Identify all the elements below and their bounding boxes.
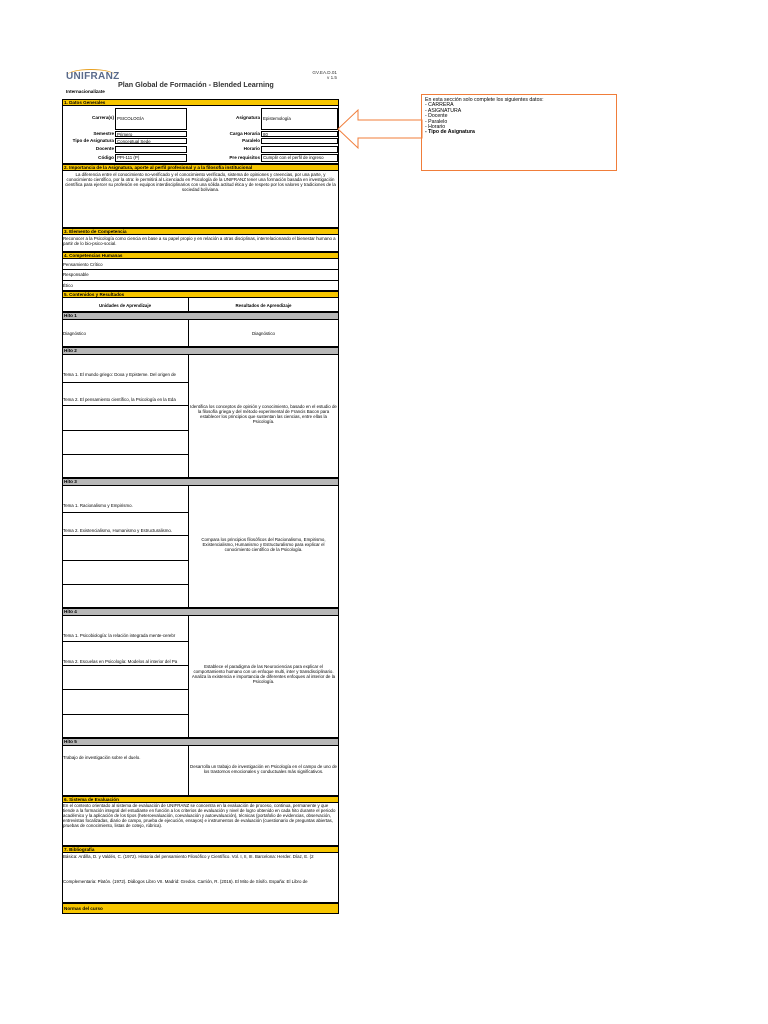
codigo-field[interactable]: PPI-111 (P) [115,154,187,162]
importancia-text: La diferencia entre el conocimiento no-verificado y el conocimiento verificado, sistema de opiniones y creencias, por una parte, y conocimiento científico, por la otra: le permitirá al Licenciado en Psicología de la UNIFRANZ tener una formación basada en investigación científica para ejercer su profesión en equipos interdisciplinarios con una sólida actitud ética y de respeto por los valores y tradiciones de la sociedad boliviana. [65,172,336,192]
carga-horaria-field[interactable]: 80 [261,131,338,137]
hito-2-tema-1: Tema 1. El mundo griego: Doxa y Episteme. Del origen de [63,372,176,377]
docente-label: Docente [95,146,114,151]
divider [62,280,339,281]
instruction-note [421,94,617,171]
hito-5-tema-1: Trabajo de investigación sobre el duelo. [63,755,141,760]
divider [62,689,188,690]
section-5-header: 5. Contenidos y Resultados [62,291,339,298]
hito-1-unit: Diagnóstico [63,331,86,336]
divider [188,746,189,796]
prerequisitos-label: Pre requisitos [229,155,260,160]
logo-text: UNIFRANZ [66,71,120,82]
doc-version: v 1.5 [327,75,337,81]
note-item-paralelo: - Paralelo [425,118,448,125]
tipo-asignatura-label: Tipo de Asignatura [72,138,114,143]
hito-1-header: Hito 1 [62,312,339,320]
divider [62,454,188,455]
asignatura-field[interactable]: Epistemología [261,108,338,130]
note-item-asignatura: - ASIGNATURA [425,107,462,114]
evaluacion-text: En el contexto orientado al sistema de evaluación de UNIFRANZ se concentra en la evaluación de proceso, continua, permanente y que tiende a la formación integral del estudiante en función a los criterios de evaluación y nivel de logro obtenido en cada hito durante el periodo académico y la aplicación de los tipos (heteroevaluación, coevaluación y autoevaluación), técnicas (portafolio de evidencias, observación, entrevistas focalizadas, diario de campo, prueba de ejecución, ensayos) e instrumentos de evaluación (cuestionario de preguntas abiertas, pruebas de conocimiento, listas de cotejo, rúbrica). [63,803,336,828]
note-intro: En esta sección solo complete los siguientes datos: [425,97,544,103]
section-4-header: 4. Competencias Humanas [62,252,339,259]
divider [62,641,188,642]
carrera-label: Carrera(s) [92,115,114,120]
unifranz-logo [64,69,120,95]
normas-header: Normas del curso [62,903,339,914]
divider [62,535,188,536]
hito-2-tema-2: Tema 2. El pensamiento científico, la Psicología en la Eda [63,397,176,402]
bibliografia-complementaria: Complementaria: Platón. (1972). Diálogos Libro VII. Madrid: Gredos. Carrión, R. (2016). El Mito de Sísifo. España: El Libro de [63,879,308,884]
hito-1-result: Diagnóstico [252,331,275,336]
docente-field[interactable] [115,146,187,153]
note-item-tipo: - Tipo de Asignatura [425,129,475,136]
divider [62,584,188,585]
section-7-body [62,853,339,903]
divider [62,665,188,666]
carrera-field[interactable]: PSICOLOGÍA [115,108,187,130]
hito-4-result: Establece el paradigma de las Neurociencias para explicar el comportamiento humano con un enfoque multi, inter y transdisciplinario. Analiza la existencia e importancia de diferentes enfoques al interior de la Psicología. [191,664,336,684]
hito-3-header: Hito 3 [62,478,339,486]
divider [62,405,188,406]
note-item-horario: - Horario [425,124,446,131]
results-column-title: Resultados de Aprendizaje [235,303,292,308]
paralelo-field[interactable] [261,138,338,144]
divider [62,430,188,431]
divider [62,560,188,561]
divider [188,298,189,312]
horario-field[interactable] [261,146,338,153]
horario-label: Horario [243,146,260,151]
divider [188,355,189,478]
hito-4-tema-1: Tema 1. Psicobiología: la relación integrada mente-cerebr [63,633,176,638]
semestre-field[interactable]: Primero [115,131,187,137]
hito-4-tema-2: Tema 2. Escuelas en Psicología: Modelos al interior del Pa [63,659,178,664]
section-2-header: 2. Importancia de la Asignatura, aporte al perfil profesional y a la filosofía institucional [62,164,339,171]
carga-horaria-label: Carga Horaria [229,131,260,136]
hito-2-header: Hito 2 [62,347,339,355]
hito-3-result: Compara los principios filosóficos del Racionalismo, Empirismo, Existencialismo, Humanismo y Estructuralismo para explicar el conocimiento científico de la Psicología. [201,537,326,552]
section-6-header: 6. Sistema de Evaluación [62,796,339,803]
bibliografia-basica: Básica: Ardilla, D. y Valdés, C. (1972). Historia del pensamiento Filosófico y Científico. Vol. I, II, III. Barcelona: Herder. Díaz, E. (2 [63,854,314,859]
section-3-header: 3. Elemento de Competencia [62,228,339,235]
hito-5-result: Desarrolla un trabajo de investigación en Psicología en el campo de uno de los trastornos emocionales y conductuales más significativos. [190,764,337,774]
asignatura-label: Asignatura [236,115,260,120]
paralelo-label: Paralelo [242,138,260,143]
hito-5-header: Hito 5 [62,738,339,746]
logo-subtitle: Internacionalízate [66,89,105,94]
units-column-title: Unidades de Aprendizaje [98,303,152,308]
hito-3-tema-2: Tema 2. Existencialismo, Humanismo y Estructuralismo. [63,528,173,533]
tipo-asignatura-field[interactable]: Conceptual Sede [115,138,187,144]
hito-4-header: Hito 4 [62,608,339,616]
section-1-header: 1. Datos Generales [62,99,339,106]
codigo-label: Código [98,155,114,160]
divider [62,269,339,270]
divider [188,486,189,608]
callout-arrow-icon [336,108,424,150]
document-title: Plan Global de Formación - Blended Learning [118,80,274,89]
note-item-carrera: - CARRERA [425,102,454,109]
competencia-item: Ético [63,283,73,288]
divider [62,512,188,513]
divider [62,714,188,715]
divider [188,616,189,738]
hito-2-result: Identifica los conceptos de opinión y conocimiento, basado en el estudio de la filosofía griega y del método experimental de Francis Bacon para establecer los principios que sustentan las ciencias, entre ellas la Psicología. [190,404,337,424]
competencia-text: Reconocer a la Psicología como ciencia en base a su papel propio y en relación a otras disciplinas, interrelacionando el bienestar humano a partir de lo bio-psico-social. [63,236,336,246]
note-item-docente: - Docente [425,113,448,120]
divider [62,382,188,383]
doc-code: GV.EA.D.01 [312,70,337,75]
competencia-item: Pensamiento Crítico [63,262,103,267]
competencia-item: Responsable [63,272,89,277]
document-code [312,70,337,80]
document-header [62,66,339,98]
section-7-header: 7. Bibliografía [62,846,339,853]
hito-3-tema-1: Tema 1. Racionalismo y Empirismo. [63,503,133,508]
prerequisitos-field[interactable]: Cumplir con el perfil de ingreso [261,154,338,162]
semestre-label: Semestre [93,131,114,136]
